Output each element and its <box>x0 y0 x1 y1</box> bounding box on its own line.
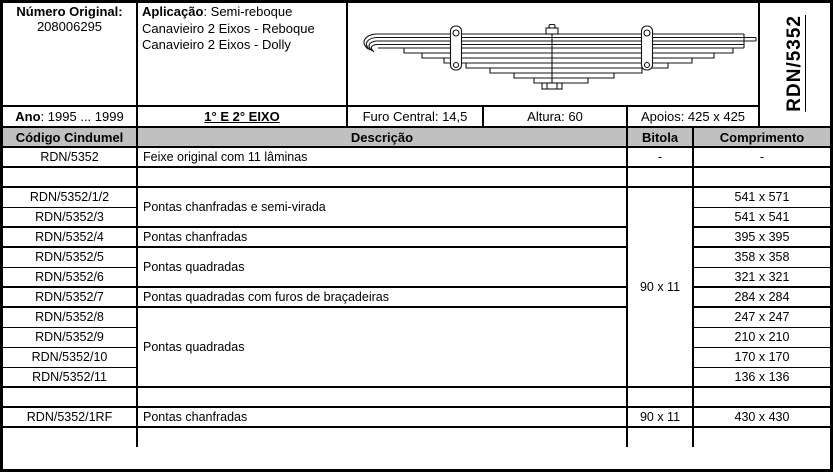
aplicacao-cell <box>137 3 347 106</box>
ano-label: Ano <box>15 109 41 124</box>
comprimento-cell: 541 x 571 <box>693 187 830 207</box>
code-cell: RDN/5352/8 <box>3 307 137 327</box>
bitola-cell: - <box>627 147 693 167</box>
table-row-spacer <box>3 387 830 407</box>
table-row <box>3 407 830 427</box>
code-cell: RDN/5352/10 <box>3 347 137 367</box>
aplicacao-value: : Semi-reboque <box>203 4 293 19</box>
code-cell: RDN/5352/3 <box>3 207 137 227</box>
description-cell: Feixe original com 11 lâminas <box>137 147 627 167</box>
bitola-cell <box>627 167 693 187</box>
column-header-bitola: Bitola <box>627 128 693 147</box>
table-header-row <box>3 128 830 147</box>
code-cell: RDN/5352 <box>3 147 137 167</box>
part-code-vertical: RDN/5352 <box>784 14 805 112</box>
leaf-spring-diagram <box>352 4 759 101</box>
header-table <box>3 3 830 126</box>
description-cell <box>137 427 627 447</box>
code-cell <box>3 427 137 447</box>
description-cell: Pontas chanfradas e semi-virada <box>137 187 627 227</box>
description-cell <box>137 167 627 187</box>
drawing-cell <box>347 3 759 106</box>
numero-original-value: 208006295 <box>36 19 103 34</box>
bitola-cell: 90 x 11 <box>627 187 693 387</box>
numero-original-label: Número Original: <box>16 4 123 19</box>
description-cell: Pontas chanfradas <box>137 407 627 427</box>
furo-central-cell: Furo Central: 14,5 <box>347 106 483 126</box>
comprimento-cell: 358 x 358 <box>693 247 830 267</box>
description-cell <box>137 387 627 407</box>
description-cell: Pontas quadradas com furos de braçadeiras <box>137 287 627 307</box>
comprimento-cell: 284 x 284 <box>693 287 830 307</box>
code-cell: RDN/5352/1RF <box>3 407 137 427</box>
comprimento-cell: 395 x 395 <box>693 227 830 247</box>
column-header-codigo: Código Cindumel <box>3 128 137 147</box>
code-cell: RDN/5352/11 <box>3 367 137 387</box>
bitola-cell <box>627 427 693 447</box>
comprimento-cell: 210 x 210 <box>693 327 830 347</box>
eixo-cell <box>137 106 347 126</box>
table-row <box>3 307 830 327</box>
table-row <box>3 287 830 307</box>
comprimento-cell: 136 x 136 <box>693 367 830 387</box>
table-row-spacer <box>3 167 830 187</box>
comprimento-cell <box>693 167 830 187</box>
table-row-spacer <box>3 427 830 447</box>
eixo-value: 1° E 2° EIXO <box>204 109 280 124</box>
table-row <box>3 227 830 247</box>
aplicacao-label: Aplicação <box>142 4 204 19</box>
apoios-cell: Apoios: 425 x 425 <box>627 106 759 126</box>
comprimento-cell <box>693 387 830 407</box>
comprimento-cell: 247 x 247 <box>693 307 830 327</box>
comprimento-cell <box>693 427 830 447</box>
table-row <box>3 187 830 207</box>
bitola-cell <box>627 387 693 407</box>
comprimento-cell: - <box>693 147 830 167</box>
description-cell: Pontas chanfradas <box>137 227 627 247</box>
code-cell: RDN/5352/6 <box>3 267 137 287</box>
table-row <box>3 247 830 267</box>
description-cell: Pontas quadradas <box>137 307 627 387</box>
code-cell: RDN/5352/5 <box>3 247 137 267</box>
comprimento-cell: 170 x 170 <box>693 347 830 367</box>
ano-value: : 1995 ... 1999 <box>40 109 124 124</box>
code-cell: RDN/5352/7 <box>3 287 137 307</box>
code-cell <box>3 167 137 187</box>
column-header-comprimento: Comprimento <box>693 128 830 147</box>
part-code-vertical-cell <box>759 3 830 126</box>
aplicacao-line3: Canavieiro 2 Eixos - Dolly <box>142 37 291 53</box>
comprimento-cell: 430 x 430 <box>693 407 830 427</box>
parts-table <box>3 128 830 447</box>
code-cell: RDN/5352/9 <box>3 327 137 347</box>
table-row <box>3 147 830 167</box>
comprimento-cell: 321 x 321 <box>693 267 830 287</box>
code-cell <box>3 387 137 407</box>
description-cell: Pontas quadradas <box>137 247 627 287</box>
altura-cell: Altura: 60 <box>483 106 627 126</box>
bitola-cell: 90 x 11 <box>627 407 693 427</box>
aplicacao-line2: Canavieiro 2 Eixos - Reboque <box>142 20 315 36</box>
code-cell: RDN/5352/4 <box>3 227 137 247</box>
ano-cell <box>3 106 137 126</box>
comprimento-cell: 541 x 541 <box>693 207 830 227</box>
numero-original-cell <box>3 3 137 106</box>
column-header-descricao: Descrição <box>137 128 627 147</box>
code-cell: RDN/5352/1/2 <box>3 187 137 207</box>
